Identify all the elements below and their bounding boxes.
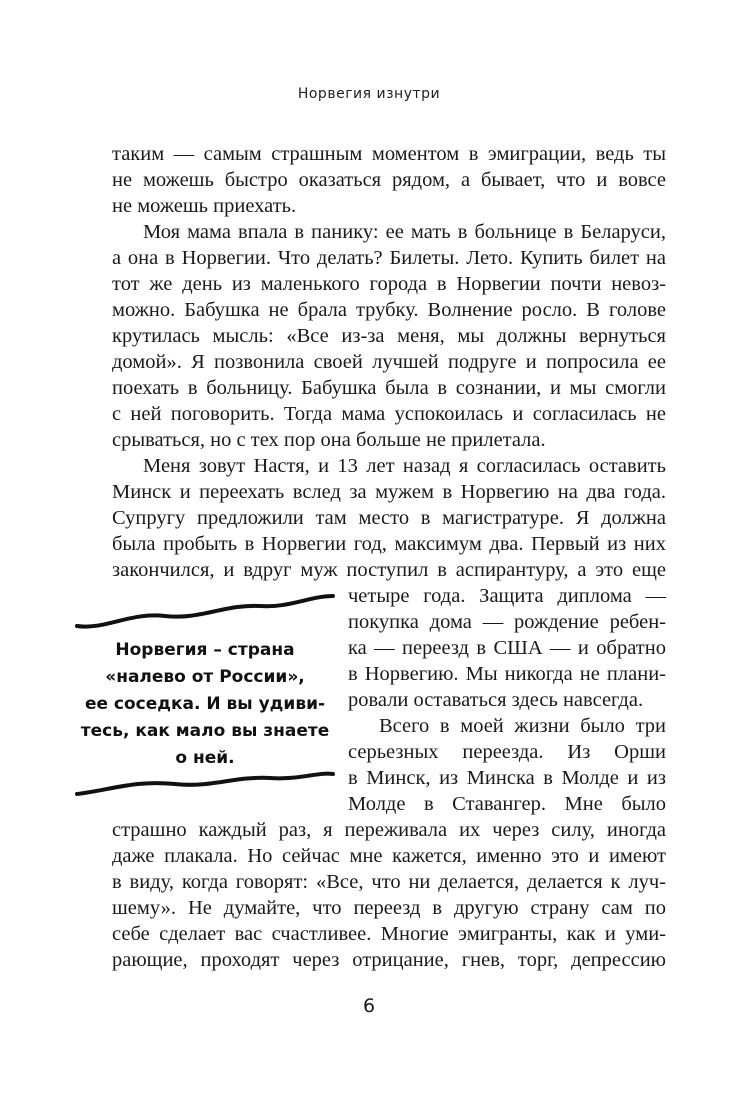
body-line: таким — самым страшным моментом в эмиграции, ведь ты (112, 143, 666, 165)
body-line: поехать в больницу. Бабушка была в сознании, и мы смогли (112, 377, 666, 399)
body-line: Молде в Ставангер. Мне было (348, 793, 666, 815)
body-line: в виду, когда говорят: «Все, что ни делается, делается к луч- (112, 871, 666, 893)
body-line: не можешь быстро оказаться рядом, а бывает, что и вовсе (112, 169, 666, 191)
body-line: себе сделает вас счастливее. Многие эмигранты, как и уми- (112, 923, 666, 945)
body-line: четыре года. Защита диплома — (348, 585, 666, 607)
body-line: Меня зовут Настя, и 13 лет назад я согласилась оставить (143, 455, 666, 477)
page-number: 6 (362, 995, 376, 1017)
pull-quote-line: тесь, как мало вы знаете (80, 721, 330, 741)
body-line: рающие, проходят через отрицание, гнев, торг, депрессию (112, 949, 666, 971)
body-line: Супругу предложили там место в магистратуре. Я должна (112, 507, 666, 529)
body-line: шему». Не думайте, что переезд в другую страну сам по (112, 897, 666, 919)
body-line: с ней поговорить. Тогда мама успокоилась и согласилась не (112, 403, 666, 425)
body-line: а она в Норвегии. Что делать? Билеты. Лето. Купить билет на (112, 247, 666, 269)
body-line: не можешь приехать. (112, 195, 297, 217)
body-line: покупка дома — рождение ребен- (348, 611, 666, 633)
pull-quote-line: Норвегия – страна (115, 640, 295, 660)
body-line: ровали оставаться здесь навсегда. (348, 689, 644, 711)
pull-quote-line: ее соседка. И вы удиви- (84, 694, 326, 714)
running-header: Норвегия изнутри (297, 86, 441, 102)
pull-quote-line: о ней. (175, 748, 235, 768)
wavy-rule-bottom (75, 770, 335, 810)
body-line: Минск и переехать вслед за мужем в Норвегию на два года. (112, 481, 666, 503)
body-line: ка — переезд в США — и обратно (348, 637, 666, 659)
body-line: Моя мама впала в панику: ее мать в больнице в Беларуси, (143, 221, 666, 243)
body-line: была пробыть в Норвегии год, максимум два. Первый из них (112, 533, 666, 555)
body-line: серьезных переезда. Из Орши (348, 741, 666, 763)
body-line: Всего в моей жизни было три (379, 715, 666, 737)
body-line: срываться, но с тех пор она больше не прилетала. (112, 429, 546, 451)
body-line: даже плакала. Но сейчас мне кажется, именно это и имеют (112, 845, 666, 867)
body-line: тот же день из маленького города в Норвегии почти невоз- (112, 273, 666, 295)
body-line: можно. Бабушка не брала трубку. Волнение росло. В голове (112, 299, 666, 321)
body-line: в Минск, из Минска в Молде и из (348, 767, 666, 789)
body-line: страшно каждый раз, я переживала их через силу, иногда (112, 819, 666, 841)
pull-quote-line: «налево от России», (105, 667, 305, 687)
body-line: домой». Я позвонила своей лучшей подруге и попросила ее (112, 351, 666, 373)
body-line: закончился, и вдруг муж поступил в аспирантуру, а это еще (112, 559, 666, 581)
body-line: в Норвегию. Мы никогда не плани- (348, 663, 666, 685)
body-line: крутилась мысль: «Все из-за меня, мы должны вернуться (112, 325, 666, 347)
wavy-rule-top (75, 590, 335, 630)
